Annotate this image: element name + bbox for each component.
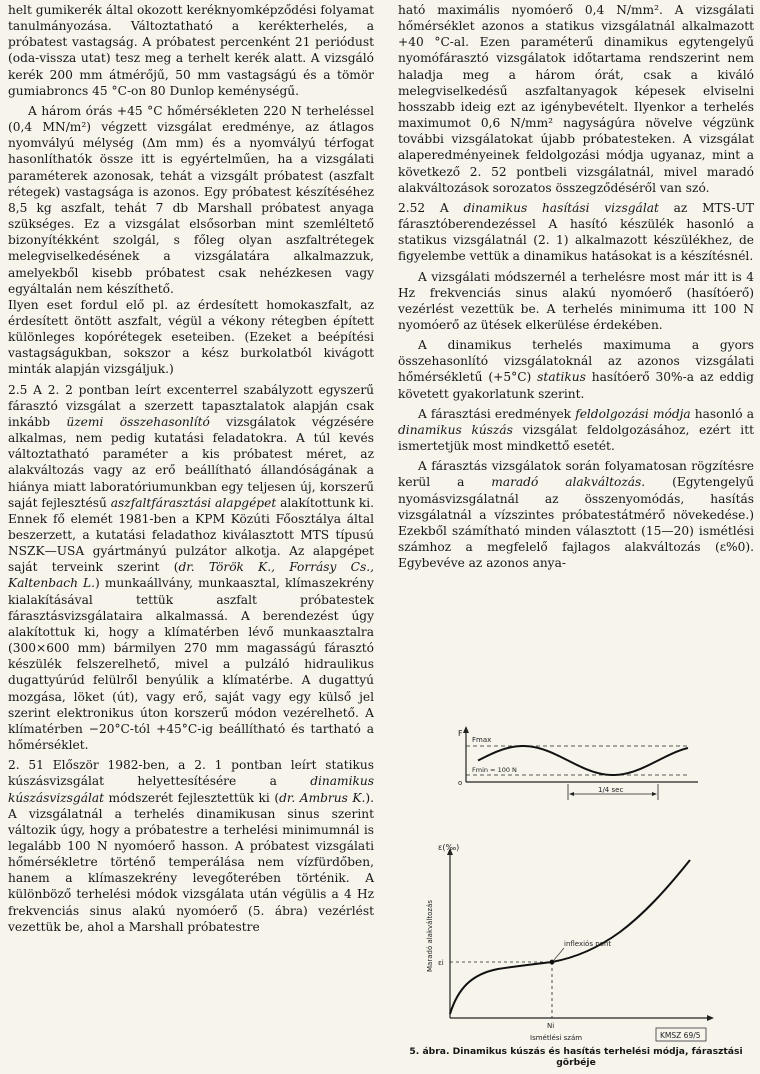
body-text: hasonló a <box>690 406 754 421</box>
right-paragraph <box>398 337 754 402</box>
body-text: (Egytengelyű nyomásvizsgálatnál az összenyomódás, hasítás vizsgálatnál a vízszintes próbatestátmérő növekedése.) Ezekből számítható minden választott (15—20) ismétlési számhoz a megfelelő fajlagos alakváltozás (ε%0). Egybevéve az azonos anya- <box>398 475 755 571</box>
emphasis-text: maradó alakváltozás. <box>491 475 646 490</box>
emphasis-text: dr. Török K., Forrásy Cs., Kaltenbach L. <box>8 560 374 591</box>
emphasis-text: dr. Ambrus K. <box>279 790 366 805</box>
fatigue-y-title: Maradó alakváltozás <box>426 899 434 972</box>
emphasis-text: dinamikus kúszás <box>398 422 513 437</box>
emphasis-text: dinamikus kúszásvizsgálat <box>8 774 374 805</box>
loading-y-arrow <box>463 726 469 733</box>
stamp-text: KMSZ 69/5 <box>660 1031 701 1040</box>
emphasis-text: dinamikus hasítási vizsgálat <box>463 200 659 215</box>
left-paragraph: A három órás +45 °C hőmérsékleten 220 N terheléssel (0,4 MN/m²) végzett vizsgálat eredménye, az átlagos nyomvályú mélység (Δm mm) és a nyomvályú térfogat hasonlíthatók össze itt is egyértelműen, ha a vizsgálati paraméterek azonosak, tehát a vizsgált próbatest (aszfalt rétegek) vastagsága is azonos. Egy próbatest készítéséhez 8,5 kg aszfalt, tehát 7 db Marshall próbatest anyaga szükséges. Ez a vizsgálat elsősorban mint szemléltető bizonyítékként szolgál, s főleg olyan aszfaltrétegek melegviselkedésének a vizsgálatára alkalmazzuk, amelyekből kisebb próbatest csak nehézkesen vagy egyáltalán nem készíthető. <box>8 103 374 296</box>
body-text: alakítottunk ki. Ennek fő elemét 1981-ben a KPM Közúti Főosztálya által beszerzett, a kutatási feladathoz kiválasztott MTS típusú NSZK—USA gyártmányú pulzátor alkotja. Az alapgépet saját terveink szerint ( <box>8 495 375 575</box>
right-paragraph: A vizsgálati módszernél a terhelésre most már itt is 4 Hz frekvenciás sinus alakú nyomóerő (hasítóerő) vezérlést vezettük be. A terhelés minimuma itt 100 N nyomóerő az ütések elkerülése érdekében. <box>398 269 754 332</box>
left-paragraph: Ilyen eset fordul elő pl. az érdesített homokaszfalt, az érdesített öntött aszfalt, végül a vékony rétegben épített különleges kopórétegek eseteiben. (Ezeket a beépítési vastagságukban, sokszor a kész burkolatból kivágott minták alapján vizsgáljuk.) <box>8 297 374 377</box>
body-text: A fárasztási eredmények <box>418 406 576 421</box>
body-text: 2.52 A <box>398 200 464 215</box>
right-paragraph: ható maximális nyomóerő 0,4 N/mm². A vizsgálati hőmérséklet azonos a statikus vizsgálatnál alkalmazott +40 °C-al. Ezen paraméterű dinamikus egytengelyű nyomófárasztó vizsgálatok időtartama rendszerint nem haladja meg a három órát, csak a kiváló melegviselkedésű aszfaltanyagok képesek elviselni hosszabb ideig ezt az igénybevételt. Ilyenkor a terhelés maximumot 0,6 N/mm² nagyságúra növelve végzünk további vizsgálatokat újabb próbatesteken. A vizsgálat alaperedményeinek feldolgozási módja ugyanaz, mint a következő 2. 52 pontbeli vizsgálatnál, mivel maradó alakváltozások sorozatos összegződéséről van szó. <box>398 3 754 195</box>
fatigue-chart <box>426 843 714 1042</box>
body-text: vizsgálat feldolgozásához, ezért itt ismertetjük most mindkettő esetét. <box>398 422 754 454</box>
right-paragraph <box>398 200 754 265</box>
body-text: ) munkaállvány, munkaasztal, klímaszekrény kialakításával tettük aszfalt próbatestek fárasztásvizsgálataira alkalmassá. A berendezést úgy alakítottuk ki, hogy a klímatérben lévő munkaasztalra (300×600 mm) bármilyen 270 mm magasságú fárasztó készülék felszerelhető, mivel a pulzáló hidraulikus dugattyúrúd felülről benyúlik a klímatérbe. A dugattyú mozgása, löket (út), vagy erő, saját vagy egy külső jel szerint elektronikus úton korszerű módon vezérelhető. A klímatérben −20°C-tól +45°C-ig beállítható és tartható a hőmérséklet. <box>8 576 374 753</box>
body-text: 2. 51 Először 1982-ben, a 2. 1 pontban leírt statikus kúszásvizsgálat helyettesítésére a <box>8 758 374 789</box>
emphasis-text: aszfaltfárasztási alapgépet <box>110 495 277 510</box>
emphasis-text: feldolgozási módja <box>575 406 691 421</box>
body-text: A dinamikus terhelés maximuma a gyors összehasonlító vizsgálatoknál az azonos vizsgálati hőmérsékletű (+5°C) <box>398 338 754 385</box>
body-text: ). A vizsgálatnál a terhelés dinamikusan sinus szerint változik úgy, hogy a próbatestre a terhelési minimumnál is legalább 100 N nyomóerő hasson. A próbatest vizsgálati hőmérsékletre történő temperálása nem vízfürdőben, hanem a klímaszekrény levegőterében történik. A különböző terhelési módok vizsgálata után végülis a 4 Hz frekvenciás sinus alakú nyomóerő (5. ábra) vezérlést vezettük be, ahol a Marshall próbatestre <box>8 790 374 934</box>
epsilon-i-label: εi <box>438 959 444 967</box>
emphasis-text: statikus <box>537 370 586 385</box>
left-paragraph: helt gumikerék által okozott keréknyomképződési folyamat tanulmányozása. Változtatható a kerékterhelés, a próbatest vastagság. A próbatest percenként 21 periódust (oda-vissza utat) tesz meg a terhelt kerék alatt. A vizsgáló kerék 200 mm átmérőjű, 50 mm vastagságú és a tömör gumiabroncs 45 °C-on 80 Dunlop keménységű. <box>8 3 374 98</box>
period-label: 1/4 sec <box>598 786 624 794</box>
fmax-label: Fmax <box>472 736 492 744</box>
loading-chart <box>458 726 698 800</box>
left-column <box>8 2 374 935</box>
figure-caption: 5. ábra. Dinamikus kúszás és hasítás terhelési módja, fárasztási görbéje <box>409 1046 743 1068</box>
right-paragraph <box>398 406 754 454</box>
fatigue-curve <box>450 860 690 1014</box>
body-text: 2.5 A 2. 2 pontban leírt excenterrel szabályzott egyszerű fárasztó vizsgálat a szerzett tapasztalatok alapján csak inkább <box>8 382 374 429</box>
inflection-point <box>550 960 555 965</box>
right-column <box>398 2 754 571</box>
fmin-label: Fmin = 100 N <box>472 766 517 774</box>
figure-5 <box>398 722 754 1072</box>
body-text: az MTS-UT fárasztóberendezéssel A hasító készülék hasonló a statikus vizsgálatnál (2. 1) alkalmazott készülékhez, de figyelembe vettük a dinamikus hatásokat is a készítésnél. <box>398 200 755 264</box>
fatigue-y-label: ε(‰) <box>438 843 460 852</box>
left-paragraph <box>8 757 374 935</box>
ni-label: Ni <box>547 1022 555 1030</box>
inflection-label: inflexiós pont <box>564 940 612 948</box>
emphasis-text: üzemi összehasonlító <box>66 414 210 429</box>
fatigue-x-label: Ismétlési szám <box>530 1034 583 1042</box>
body-text: módszerét fejlesztettük ki ( <box>104 790 280 805</box>
loading-y-label: F <box>458 729 463 738</box>
left-paragraph <box>8 382 374 754</box>
body-text: A fárasztás vizsgálatok során folyamatosan rögzítésre kerül a <box>398 459 754 490</box>
figure-svg <box>398 722 754 1044</box>
body-text: vizsgálatok végzésére alkalmas, nem pedig kutatási feladatokra. A túl kevés változtatható paraméter a kis próbatest méret, az alakváltozás vagy az erő beállítható állandóságának a hiánya miatt laboratóriumunkban egy teljesen új, korszerű saját fejlesztésű <box>8 414 374 510</box>
zero-label: o <box>458 779 463 787</box>
right-paragraph <box>398 458 754 571</box>
body-text: hasítóerő 30%-a az eddig követett gyakorlatunk szerint. <box>398 370 754 401</box>
